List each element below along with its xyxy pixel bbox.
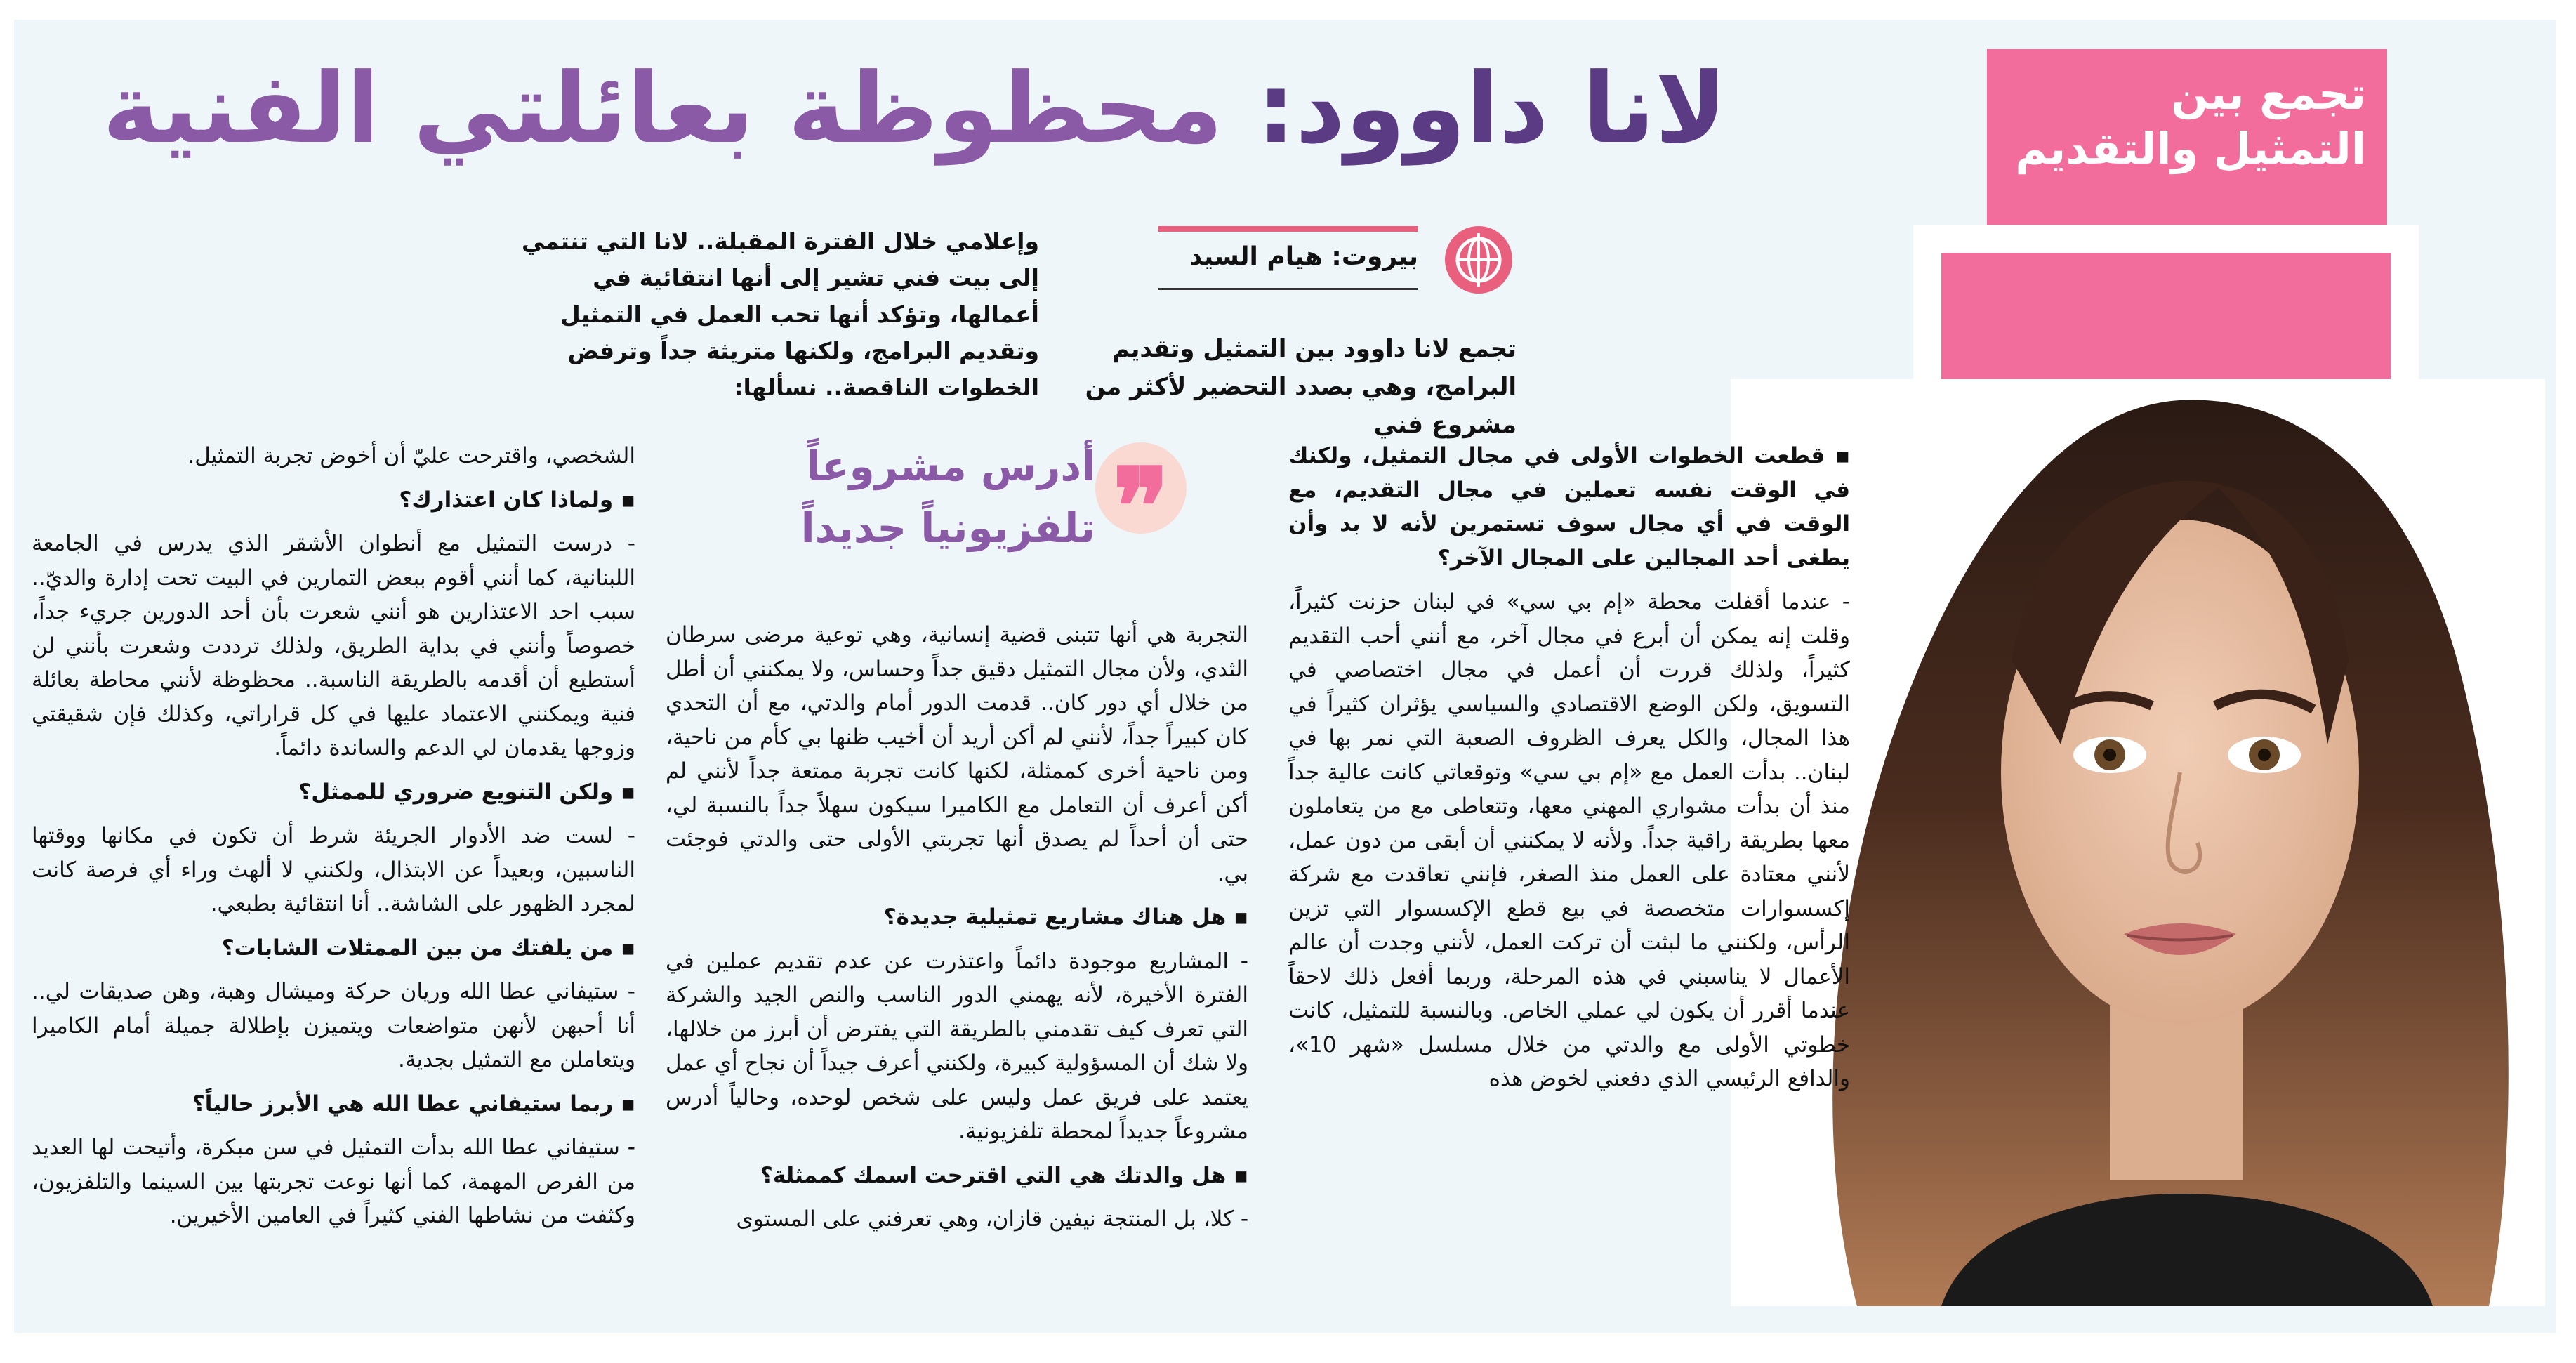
pull-quote: أدرس مشروعاً تلفزيونياً جديداً [800, 442, 1095, 552]
question-paragraph: ▪ من يلفتك من بين الممثلات الشابات؟ [221, 935, 635, 961]
article-column-right [1288, 439, 1850, 1106]
question-paragraph: ▪ هل والدتك هي التي اقترحت اسمك كممثلة؟ [760, 1162, 1248, 1188]
answer-paragraph: - ستيفاني عطا الله وريان حركة وميشال وهبة، وهن صديقات لي.. أنا أحبهن لأنهن متواضعات ويتميزن بإطلالة جميلة أمام الكاميرا ويتعاملن مع التمثيل بجدية. [32, 979, 635, 1072]
portrait-photo [1731, 379, 2545, 1306]
quote-icon: ❞ [1095, 442, 1187, 534]
globe-icon [1445, 226, 1512, 294]
article-column-left [32, 439, 635, 1243]
answer-paragraph: - كلا، بل المنتجة نيفين قازان، وهي تعرفني على المستوى [736, 1206, 1248, 1232]
publication-logo-icon [1445, 226, 1512, 294]
answer-paragraph: - لست ضد الأدوار الجريئة شرط أن تكون في مكانها ووقتها الناسبين، وبعيداً عن الابتذال، ولكنني لا ألهث وراء أي فرصة كانت لمجرد الظهور على الشاشة.. أنا انتقائية بطبعي. [32, 823, 635, 916]
question-paragraph: ▪ قطعت الخطوات الأولى في مجال التمثيل، ولكنك في الوقت نفسه تعملين في مجال التقديم، مع الوقت في أي مجال سوف تستمرين لأنه لا بد وأن يطغى أحد المجالين على المجال الآخر؟ [1288, 443, 1850, 571]
answer-paragraph: - درست التمثيل مع أنطوان الأشقر الذي يدرس في الجامعة اللبنانية، كما أنني أقوم ببعض التمارين في البيت تحت إدارة والديّ.. سبب احد الاعتذارين هو أنني شعرت بأن أحد الدورين جريء جداً، خصوصاً وأنني في بداية الطريق، ولذلك ترددت وشعرت بأنني لن أستطيع أن أقدمه بالطريقة الناسبة.. محظوظة لأنني محاطة بعائلة فنية ويمكنني الاعتماد عليها في كل قراراتي، وكذلك فإن شقيقتي وزوجها يقدمان لي الدعم والساندة دائماً. [32, 531, 635, 760]
headline-rest: محظوظة بعائلتي الفنية [102, 52, 1223, 165]
byline-rule [1158, 288, 1418, 290]
headline [102, 49, 1727, 169]
question-paragraph: ▪ ولكن التنويع ضروري للممثل؟ [298, 779, 635, 805]
lead-paragraph: وإعلامي خلال الفترة المقبلة.. لانا التي تنتمي إلى بيت فني تشير إلى أنها انتقائية في أعمالها، وتؤكد أنها تحب العمل في التمثيل وتقديم البرامج، ولكنها متريثة جداً وترفض الخطوات الناقصة.. نسألها: [522, 228, 1039, 401]
article-column-middle [666, 618, 1248, 1246]
answer-paragraph: التجربة هي أنها تتبنى قضية إنسانية، وهي توعية مرضى سرطان الثدي، ولأن مجال التمثيل دقيق جداً وحساس، ولا يمكنني أن أطل من خلال أي دور كان.. قدمت الدور أمام والدتي، مع أن التحدي كان كبيراً جداً، لأنني لم أكن أريد أن أخيب ظنها بي كأم من ناحية، ومن ناحية أخرى كممثلة، لكنها كانت تجربة ممتعة جداً لأنني لم أكن أعرف أن التعامل مع الكاميرا سيكون سهلاً جداً بالنسبة لي، حتى أن أحداً لم يصدق أنها تجربتي الأولى حتى والدتي فوجئت بي. [666, 622, 1248, 886]
portrait-illustration [1731, 379, 2545, 1306]
answer-paragraph: - ستيفاني عطا الله بدأت التمثيل في سن مبكرة، وأتيحت لها العديد من الفرص المهمة، كما أنها نوعت تجربتها بين السينما والتلفزيون، وكثفت من نشاطها الفني كثيراً في العامين الأخيرين. [32, 1135, 635, 1228]
answer-paragraph: - عندما أقفلت محطة «إم بي سي» في لبنان حزنت كثيراً، وقلت إنه يمكن أن أبرع في مجال آخر، مع أنني أحب التقديم كثيراً، ولذلك قررت أن أعمل في مجال اختصاصي في التسويق، ولكن الوضع الاقتصادي والسياسي يؤثران كثيراً في هذا المجال، والكل يعرف الظروف الصعبة التي نمر بها في لبنان.. بدأت العمل مع «إم بي سي» وتوقعاتي كانت عالية جداً منذ أن بدأت مشواري المهني معها، وتتعاطى مع من يتعاملون معها بطريقة راقية جداً. ولأنه لا يمكنني أن أبقى من دون عمل، لأنني معتادة على العمل منذ الصغر، فإنني تعاقدت مع شركة إكسسوارات متخصصة في بيع قطع الإكسسوار التي تزين الرأس، ولكنني ما لبثت أن تركت العمل، لأنني وجدت أن عالم الأعمال لا يناسبني في هذه المرحلة، وربما أفعل ذلك لاحقاً عندما أقرر أن يكون لي عملي الخاص. وبالنسبة للتمثيل، كانت خطوتي الأولى مع والدتي من خلال مسلسل «شهر 10»، والدافع الرئيسي الذي دفعني لخوض هذه [1288, 589, 1850, 1091]
answer-paragraph: الشخصي، واقترحت عليّ أن أخوض تجربة التمثيل. [187, 443, 635, 468]
question-paragraph: ▪ ولماذا كان اعتذارك؟ [399, 487, 635, 513]
question-paragraph: ▪ هل هناك مشاريع تمثيلية جديدة؟ [883, 904, 1248, 930]
kicker-text: تجمع بين التمثيل والتقديم [2015, 68, 2366, 174]
byline-accent-bar [1158, 226, 1418, 232]
intro-paragraph: تجمع لانا داوود بين التمثيل وتقديم البرامج، وهي بصدد التحضير لأكثر من مشروع فني [1085, 335, 1517, 439]
byline: بيروت: هيام السيد [1189, 242, 1418, 271]
answer-paragraph: - المشاريع موجودة دائماً واعتذرت عن عدم تقديم عملين في الفترة الأخيرة، لأنه يهمني الدور الناسب والنص الجيد والشركة التي تعرف كيف تقدمني بالطريقة التي يفترض أن أبرز من خلالها، ولا شك أن المسؤولية كبيرة، ولكنني أعرف جيداً أن نجاح أي عمل يعتمد على فريق عمل وليس على شخص لوحده، وحالياً أدرس مشروعاً جديداً لمحطة تلفزيونية. [666, 948, 1248, 1144]
headline-name: لانا داوود: [1256, 52, 1727, 165]
question-paragraph: ▪ ربما ستيفاني عطا الله هي الأبرز حالياً؟ [192, 1091, 635, 1117]
